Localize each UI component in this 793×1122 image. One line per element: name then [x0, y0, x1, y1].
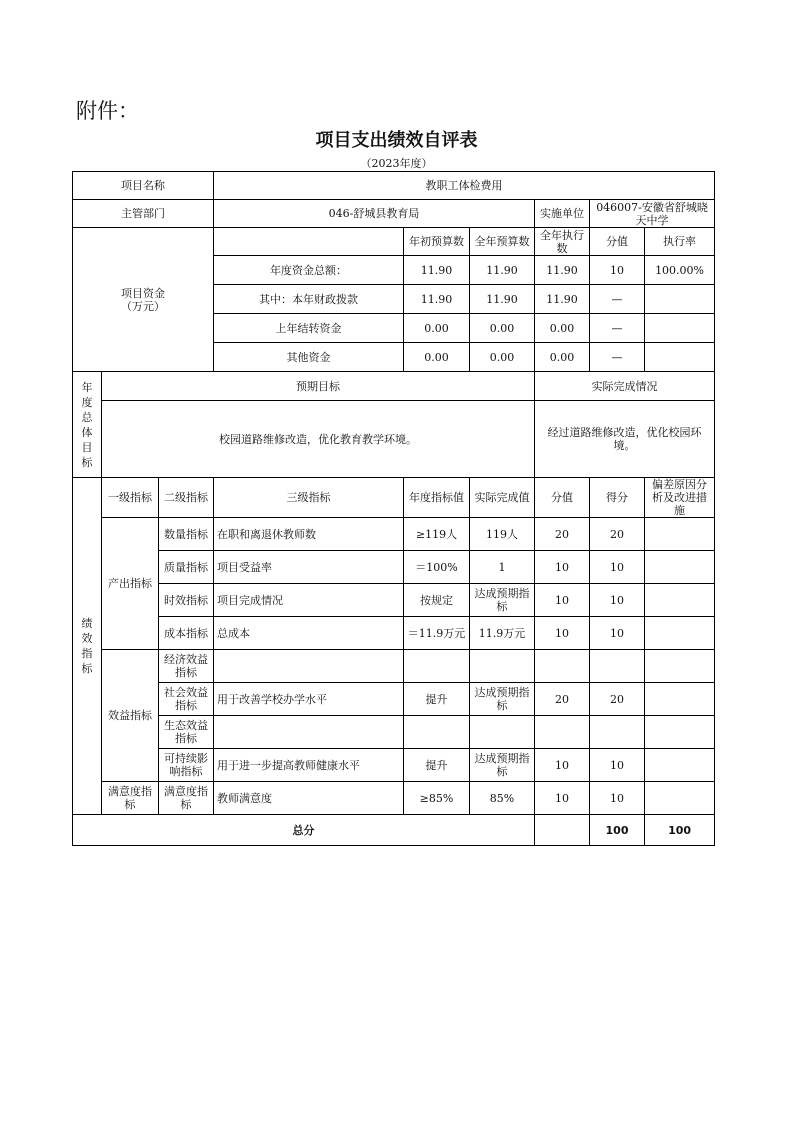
indicator-note — [645, 584, 715, 617]
indicator-target: ＝11.9万元 — [404, 617, 470, 650]
indicator-actual: 1 — [470, 551, 535, 584]
indicator-item: 项目受益率 — [214, 551, 404, 584]
indicator-target — [404, 716, 470, 749]
indicator-header: 三级指标 — [214, 478, 404, 518]
indicator-note — [645, 749, 715, 782]
indicator-got: 10 — [590, 551, 645, 584]
indicator-got: 20 — [590, 518, 645, 551]
goals-label: 年度总体目标 — [73, 372, 102, 478]
table-row — [73, 172, 715, 200]
indicator-item — [214, 650, 404, 683]
funds-header: 年初预算数 — [404, 228, 470, 256]
indicator-got — [590, 716, 645, 749]
indicator-header: 偏差原因分析及改进措施 — [645, 478, 715, 518]
indicator-target: 按规定 — [404, 584, 470, 617]
funds-value — [645, 343, 715, 372]
indicator-actual: 85% — [470, 782, 535, 815]
funds-value: — — [590, 285, 645, 314]
actual-goal: 经过道路维修改造，优化校园环境。 — [535, 401, 715, 478]
indicator-note — [645, 782, 715, 815]
indicator-sub: 时效指标 — [159, 584, 214, 617]
project-name: 教职工体检费用 — [214, 172, 715, 200]
table-row — [73, 518, 715, 551]
total-got: 100 — [645, 815, 715, 846]
dept-label: 主管部门 — [73, 200, 214, 228]
indicator-note — [645, 518, 715, 551]
indicator-score: 20 — [535, 518, 590, 551]
indicator-header: 年度指标值 — [404, 478, 470, 518]
indicator-sub: 经济效益指标 — [159, 650, 214, 683]
indicator-got: 10 — [590, 782, 645, 815]
indicator-group: 效益指标 — [102, 650, 159, 782]
indicator-note — [645, 551, 715, 584]
table-row — [73, 650, 715, 683]
funds-value: 11.90 — [470, 285, 535, 314]
funds-value: 11.90 — [470, 256, 535, 285]
indicator-actual: 达成预期指标 — [470, 749, 535, 782]
indicator-actual: 119人 — [470, 518, 535, 551]
indicator-sub: 质量指标 — [159, 551, 214, 584]
funds-row-name: 其中：本年财政拨款 — [214, 285, 404, 314]
indicator-item: 在职和离退休教师数 — [214, 518, 404, 551]
funds-row-name: 其他资金 — [214, 343, 404, 372]
indicator-got — [590, 650, 645, 683]
indicator-target: 提升 — [404, 683, 470, 716]
indicator-sub: 社会效益指标 — [159, 683, 214, 716]
indicator-item: 用于改善学校办学水平 — [214, 683, 404, 716]
indicator-target: ≥119人 — [404, 518, 470, 551]
indicator-item — [214, 716, 404, 749]
total-label: 总分 — [73, 815, 535, 846]
page-title: 项目支出绩效自评表 — [315, 130, 478, 151]
funds-value: 100.00% — [645, 256, 715, 285]
table-row — [73, 815, 715, 846]
indicator-target: ＝100% — [404, 551, 470, 584]
indicator-score — [535, 716, 590, 749]
funds-value: — — [590, 314, 645, 343]
indicator-score: 10 — [535, 782, 590, 815]
table-row — [73, 401, 715, 478]
funds-value: 11.90 — [535, 256, 590, 285]
indicator-target: ≥85% — [404, 782, 470, 815]
funds-value: — — [590, 343, 645, 372]
expected-goal: 校园道路维修改造，优化教育教学环境。 — [102, 401, 535, 478]
funds-value — [645, 285, 715, 314]
indicator-got: 10 — [590, 617, 645, 650]
indicator-actual — [470, 716, 535, 749]
table-row — [73, 782, 715, 815]
funds-value: 0.00 — [470, 314, 535, 343]
table-row — [73, 749, 715, 782]
funds-value: 0.00 — [535, 314, 590, 343]
table-row — [73, 478, 715, 518]
funds-header: 全年预算数 — [470, 228, 535, 256]
funds-value: 10 — [590, 256, 645, 285]
funds-header: 全年执行数 — [535, 228, 590, 256]
funds-row-name: 年度资金总额： — [214, 256, 404, 285]
actual-label: 实际完成情况 — [535, 372, 715, 401]
indicator-score — [535, 650, 590, 683]
table-row — [73, 200, 715, 228]
indicator-item: 教师满意度 — [214, 782, 404, 815]
indicator-sub: 成本指标 — [159, 617, 214, 650]
indicator-note — [645, 650, 715, 683]
funds-value — [645, 314, 715, 343]
indicator-item: 用于进一步提高教师健康水平 — [214, 749, 404, 782]
funds-value: 0.00 — [404, 343, 470, 372]
table-row — [73, 551, 715, 584]
funds-value: 0.00 — [470, 343, 535, 372]
table-row — [73, 716, 715, 749]
impl-label: 实施单位 — [535, 200, 590, 228]
indicator-item: 项目完成情况 — [214, 584, 404, 617]
indicator-score: 10 — [535, 584, 590, 617]
table-cell — [214, 228, 404, 256]
indicator-got: 20 — [590, 683, 645, 716]
funds-header: 分值 — [590, 228, 645, 256]
attachment-label: 附件： — [76, 99, 139, 123]
indicator-note — [645, 683, 715, 716]
funds-row-name: 上年结转资金 — [214, 314, 404, 343]
evaluation-table — [72, 171, 715, 846]
indicator-actual: 11.9万元 — [470, 617, 535, 650]
indicator-score: 10 — [535, 749, 590, 782]
indicator-sub: 数量指标 — [159, 518, 214, 551]
indicator-note — [645, 617, 715, 650]
indicator-score: 10 — [535, 617, 590, 650]
indicator-group: 满意度指标 — [102, 782, 159, 815]
indicator-score: 10 — [535, 551, 590, 584]
indicator-actual: 达成预期指标 — [470, 683, 535, 716]
funds-value: 0.00 — [535, 343, 590, 372]
table-row — [73, 584, 715, 617]
funds-value: 0.00 — [404, 314, 470, 343]
total-score: 100 — [590, 815, 645, 846]
table-row — [73, 372, 715, 401]
indicator-item: 总成本 — [214, 617, 404, 650]
indicator-target — [404, 650, 470, 683]
funds-value: 11.90 — [404, 285, 470, 314]
indicator-target: 提升 — [404, 749, 470, 782]
indicator-header: 得分 — [590, 478, 645, 518]
indicator-got: 10 — [590, 584, 645, 617]
impl-value: 046007-安徽省舒城晓天中学 — [590, 200, 715, 228]
expected-label: 预期目标 — [102, 372, 535, 401]
indicators-label: 绩效指标 — [73, 478, 102, 815]
indicator-header: 分值 — [535, 478, 590, 518]
table-row — [73, 683, 715, 716]
indicator-header: 二级指标 — [159, 478, 214, 518]
project-name-label: 项目名称 — [73, 172, 214, 200]
indicator-group: 产出指标 — [102, 518, 159, 650]
indicator-note — [645, 716, 715, 749]
table-row — [73, 228, 715, 256]
indicator-actual: 达成预期指标 — [470, 584, 535, 617]
funds-value: 11.90 — [535, 285, 590, 314]
indicator-header: 一级指标 — [102, 478, 159, 518]
indicator-sub: 生态效益指标 — [159, 716, 214, 749]
table-cell — [535, 815, 590, 846]
indicator-actual — [470, 650, 535, 683]
indicator-got: 10 — [590, 749, 645, 782]
indicator-score: 20 — [535, 683, 590, 716]
indicator-sub: 满意度指标 — [159, 782, 214, 815]
dept-value: 046-舒城县教育局 — [214, 200, 535, 228]
funds-label: 项目资金 （万元） — [73, 228, 214, 372]
indicator-sub: 可持续影响指标 — [159, 749, 214, 782]
indicator-header: 实际完成值 — [470, 478, 535, 518]
report-year: （2023年度） — [360, 157, 433, 170]
funds-value: 11.90 — [404, 256, 470, 285]
funds-header: 执行率 — [645, 228, 715, 256]
table-row — [73, 617, 715, 650]
